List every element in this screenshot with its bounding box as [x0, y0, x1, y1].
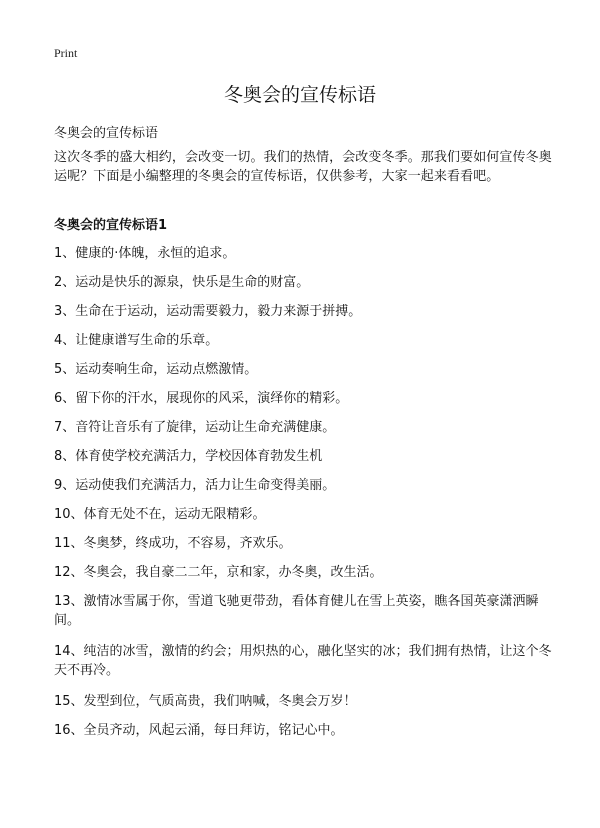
list-item: 15、发型到位，气质高贵，我们呐喊，冬奥会万岁！ — [54, 694, 357, 709]
list-item: 5、运动奏响生命，运动点燃激情。 — [54, 362, 258, 377]
print-label[interactable]: Print — [54, 46, 78, 60]
list-item: 16、全员齐动，风起云涌，每日拜访，铭记心中。 — [54, 723, 344, 738]
section-heading: 冬奥会的宣传标语1 — [54, 218, 168, 233]
list-item: 3、生命在于运动，运动需要毅力，毅力来源于拼搏。 — [54, 304, 362, 319]
list-item: 12、冬奥会，我自豪二二年，京和家，办冬奥，改生活。 — [54, 565, 383, 580]
list-item: 10、体育无处不在，运动无限精彩。 — [54, 507, 266, 522]
page-title: 冬奥会的宣传标语 — [223, 84, 376, 106]
list-item: 14、纯洁的冰雪，激情的约会；用炽热的心，融化坚实的冰；我们拥有热情，让这个冬天不再冷。 — [54, 644, 552, 678]
list-item: 11、冬奥梦，终成功，不容易，齐欢乐。 — [54, 536, 292, 551]
list-item: 6、留下你的汗水，展现你的风采，演绎你的精彩。 — [54, 391, 349, 406]
slogan-list — [54, 244, 564, 750]
subtitle: 冬奥会的宣传标语 — [54, 126, 159, 141]
list-item: 2、运动是快乐的源泉，快乐是生命的财富。 — [54, 275, 310, 290]
list-item: 8、体育使学校充满活力，学校因体育勃发生机 — [54, 449, 323, 464]
list-item: 7、音符让音乐有了旋律，运动让生命充满健康。 — [54, 420, 336, 435]
list-item: 13、激情冰雪属于你，雪道飞驰更带劲，看体育健儿在雪上英姿，瞧各国英豪潇洒瞬间。 — [54, 594, 539, 628]
list-item: 9、运动使我们充满活力，活力让生命变得美丽。 — [54, 478, 336, 493]
intro-paragraph: 这次冬季的盛大相约，会改变一切。我们的热情，会改变冬季。那我们要如何宣传冬奥运呢？下面是小编整理的冬奥会的宣传标语，仅供参考，大家一起来看看吧。 — [54, 150, 552, 184]
list-item: 4、让健康谱写生命的乐章。 — [54, 333, 219, 348]
list-item: 1、健康的·体魄，永恒的追求。 — [54, 246, 236, 261]
